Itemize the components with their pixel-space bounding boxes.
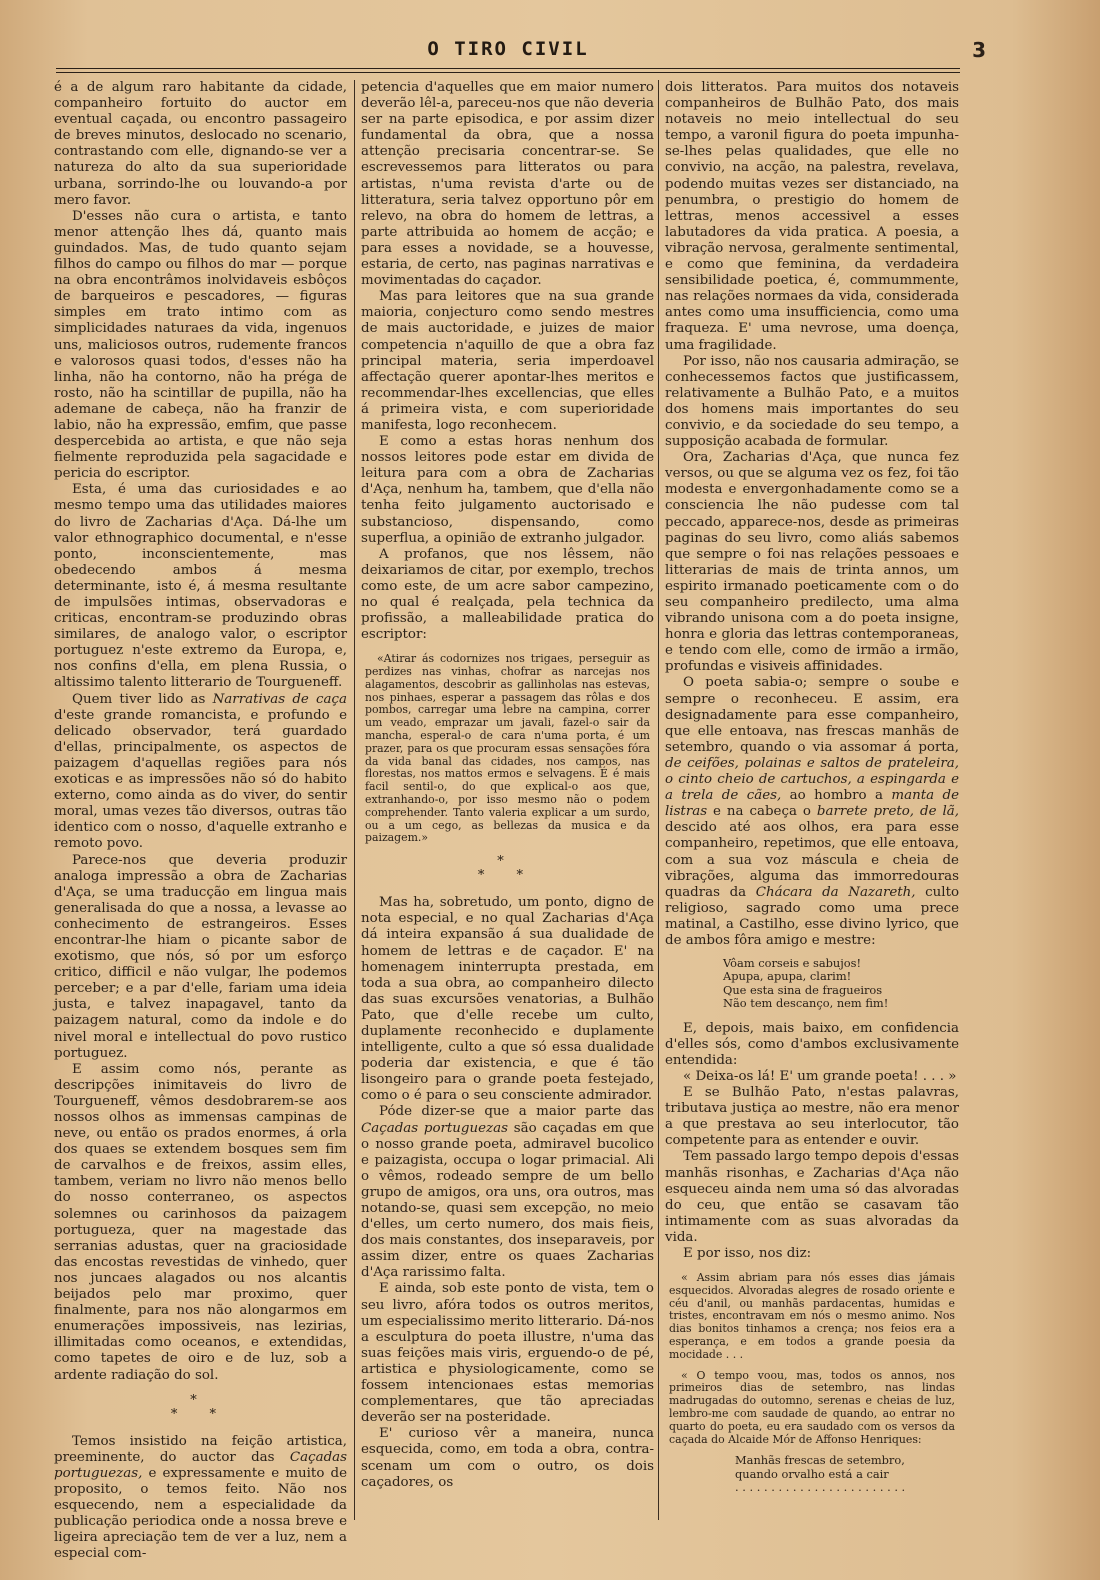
paragraph: Mas ha, sobretudo, um ponto, digno de nota especial, e no qual Zacharias d'Aça dá inteira expansão á sua dualidade de homem de lettras e de caçador. E' na homenagem ininterrupta prestada, em toda a sua obra, ao companheiro dilecto das suas excursões venatorias, a Bulhão Pato, que d'elle recebe um culto, duplamente reconhecido e duplamente intelligente, culto a que só essa dualidade poderia dar existencia, e que é tão lisongeiro para o grande poeta festejado, como o é para o seu consciente admirador. [361,895,654,1104]
column-2 [361,80,654,1520]
paragraph: E assim como nós, perante as descripções inimitaveis do livro de Tourgueneff, vêmos desdobrarem-se aos nossos olhos as immensas campinas de neve, ou então os prados enormes, á orla dos quaes se extendem bosques sem fim de carvalhos e de freixos, assim elles, tambem, veriam no livro não menos bello do nosso conterraneo, os aspectos solemnes ou carinhosos da paizagem portugueza, quer na magestade das serranias adustas, quer na graciosidade das encostas revestidas de vinhedo, quer nos juncaes alagados ou nos alcantis beijados pelo mar proximo, quer finalmente, para nos não alongarmos em enumerações impossiveis, nas lezirias, illimitadas como oceanos, e extendidas, como tapetes de oiro e de luz, sob a ardente radiação do sol. [54,1061,347,1383]
page-header [56,30,986,78]
paragraph: Mas para leitores que na sua grande maioria, conjecturo como sendo mestres de mais auctoridade, e juizes de maior competencia n'aquillo de que a obra faz principal materia, seria imperdoavel affectação querer apontar-lhes meritos e recommendar-lhes excellencias, que elles á primeira vista, e com superioridade manifesta, logo reconhecem. [361,289,654,433]
asterisks: * * [477,868,538,884]
paragraph: Esta, é uma das curiosidades e ao mesmo tempo uma das utilidades maiores do livro de Zacharias d'Aça. Dá-lhe um valor ethnographico documental, e n'esse ponto, inconscientemente, mas obedecendo ambos á mesma determinante, isto é, á mesma resultante de impulsões intimas, observadoras e criticas, encontram-se produzindo obras similares, de analogo valor, o escriptor portuguez n'este extremo da Europa, e, nos confins d'ella, em plena Russia, o altissimo talento litterario de Tourgueneff. [54,482,347,691]
paragraph: Tem passado largo tempo depois d'essas manhãs risonhas, e Zacharias d'Aça não esqueceu ainda nem uma só das alvoradas do ceu, que então se casavam tão intimamente com as suas alvoradas da vida. [665,1149,959,1245]
article-body [54,80,960,1562]
verse-stanza [735,1454,959,1494]
paragraph: E ainda, sob este ponto de vista, tem o seu livro, afóra todos os outros meritos, um especialissimo merito litterario. Dá-nos a esculptura do poeta illustre, n'uma das suas feições mais viris, erguendo-o de pé, artistica e physiologicamente, como se fossem intencionaes estas memorias complementares, que tão apreciadas deverão ser na posteridade. [361,1281,654,1426]
verse-stanza [723,957,959,1011]
text-run: e na cabeça o [707,804,817,820]
paragraph: dois litteratos. Para muitos dos notaveis companheiros de Bulhão Pato, dos mais notaveis no meio intellectual do seu tempo, a varonil figura do poeta impunha-se-lhes pelas qualidades, que elle no convivio, na acção, na palestra, revelava, podendo muitas vezes ser distanciado, na penumbra, o prestigio do homem de lettras, menos accessivel a esses labutadores da vida pratica. A poesia, a vibração nervosa, geralmente sentimental, e como que feminina, da verdadeira sensibilidade poetica, é, commummente, nas relações normaes da vida, considerada antes como uma insufficiencia, como uma fraqueza. E' uma nevrose, uma doença, uma fragilidade. [665,80,959,353]
asterisks: * * [170,1406,231,1422]
paragraph: D'esses não cura o artista, e tanto menor attenção lhes dá, quanto mais guindados. Mas, de tudo quanto sejam filhos do campo ou filhos do mar — porque na obra encontrâmos inolvidaveis esbôços de barqueiros e pescadores, — figuras simples em trato intimo com as simplicidades naturaes da vida, ingenuos uns, maliciosos outros, rudemente francos e valorosos quasi todos, d'esses não ha linha, não ha contorno, não ha préga de rosto, não ha scintillar de pupilla, não ha ademane de cabeça, não ha franzir de labio, não ha expressão, emfim, que passe despercebida ao artista, e que não seja fielmente reproduzida pela sagacidade e pericia do escriptor. [54,208,347,482]
text-run: Póde dizer-se que a maior parte das [379,1104,654,1120]
paragraph: é a de algum raro habitante da cidade, companheiro fortuito do auctor em eventual caçada, ou encontro passageiro de breves minutos, deslocado no scenario, contrastando com elle, dignando-se ver a natureza do alto da sua superioridade urbana, sorrindo-lhe ou louvando-a por mero favor. [54,80,347,208]
book-title: Caçadas portuguezas [361,1120,508,1136]
italic-phrase: de ceifões, polainas e saltos de prateleira, o cinto cheio de cartuchos, a espingarda e a trela de cães, [665,755,959,804]
column-3 [665,80,959,1520]
verse-ellipsis: . . . . . . . . . . . . . . . . . . . . . . . . [735,1480,906,1495]
paragraph: Ora, Zacharias d'Aça, que nunca fez versos, ou que se alguma vez os fez, foi tão modesta e envergonhadamente como se a consciencia lhe não pudesse com tal peccado, apparece-nos, desde as primeiras paginas do seu livro, como aliás sabemos que sempre o foi nas relações pessoaes e litterarias de mais de trinta annos, um espirito irmanado poeticamente com o do seu companheiro predilecto, uma alma vibrando unisona com a do poeta insigne, honra e gloria das lettras contemporaneas, e tendo com elle, como de irmão a irmão, profundas e visiveis affinidades. [665,450,959,675]
verse-line: Manhãs frescas de setembro, [735,1453,905,1468]
column-1 [54,80,348,1562]
text-run: e expressamente e muito de proposito, o temos feito. Não nos esquecendo, nem a especialidade da publicação periodica onde a nossa breve e ligeira apreciação tem de ver a luz, nem a especial com- [54,1465,347,1562]
verse-line: Vôam corseis e sabujos! [723,956,862,971]
paragraph: E como a estas horas nenhum dos nossos leitores pode estar em divida de leitura para com a obra de Zacharias d'Aça, nenhum ha, tambem, que d'ella não tenha feito julgamento auctorisado e substancioso, dispensando, como superflua, a opinião de extranho julgador. [361,434,654,546]
header-rule [56,68,960,69]
paragraph: E' curioso vêr a maneira, nunca esquecida, como, em toda a obra, contra-scenam um com o outro, os dois caçadores, os [361,1426,654,1490]
verse-line: Não tem descanço, nem fim! [723,996,889,1011]
verse-line: Apupa, apupa, clarim! [723,969,852,984]
header-rule-thin [56,72,960,73]
poem-title: Chácara da Nazareth, [755,884,916,900]
text-run: d'este grande romancista, e profundo e delicado observador, terá guardado d'ellas, principalmente, os aspectos de paizagem d'aquellas regiões para nós exoticas e as impressões não só do habito externo, como ainda as do viver, do sentir moral, umas vezes tão diversos, outras tão identico com o nosso, d'aquelle extranho e remoto povo. [54,707,347,852]
paragraph: E, depois, mais baixo, em confidencia d'elles sós, como d'ambos exclusivamente entendida: [665,1020,959,1068]
paragraph: Por isso, não nos causaria admiração, se conhecessemos factos que justificassem, relativamente a Bulhão Pato, e a muitos dos homens mais importantes do seu convivio, e da sociedade do seu tempo, a supposição acabada de formular. [665,353,959,450]
italic-phrase: barrete preto, de lã, [816,804,959,820]
page-number: 3 [972,38,986,62]
text-run: culto religioso, sagrado como uma prece matinal, a Castilho, esse divino lyrico, que de ambos fôra amigo e mestre: [665,884,960,948]
text-run: Temos insistido na feição artistica, preeminente, do auctor das [54,1433,347,1465]
column-divider [354,80,355,1520]
paragraph: « Deixa-os lá! E' um grande poeta! . . . » [683,1068,957,1084]
running-title: O TIRO CIVIL [427,38,589,60]
paragraph [54,692,347,853]
verse-line: Que esta sina de fragueiros [723,982,883,997]
paragraph: A profanos, que nos lêssem, não deixariamos de citar, por exemplo, trechos como este, de um acre sabor campezino, no qual é realçada, pela technica da profissão, a malleabilidade pratica do escriptor: [361,546,654,643]
text-run: Quem tiver lido as [72,691,213,707]
asterisk: * [497,854,518,870]
text-run: O poeta sabia-o; sempre o soube e sempre o reconheceu. E assim, era designadamente para esse companheiro, que elle entoava, nas frescas manhãs de setembro, quando o via assomar á porta, [665,675,959,755]
paragraph [361,1104,654,1281]
block-quote: «Atirar ás codornizes nos trigaes, perseguir as perdizes nas vinhas, chofrar as narcejas nos alagamentos, descobrir as gallinholas nas estevas, nos pinhaes, esperar a passagem das rôlas e dos pombos, carregar uma lebre na campina, correr um veado, emprazar um javali, fazel-o sair da mancha, esperal-o de cara n'uma porta, é um prazer, para os que procuram essas sensações fóra da vida banal das cidades, nos campos, nas florestas, nos mattos ermos e selvagens. É é mais facil sentil-o, do que explical-o aos que, extranhando-o, por isso mesmo não o podem comprehender. Tanto valeria explicar a um surdo, ou a um cego, as bellezas da musica e da paizagem.» [365,652,650,845]
block-quote: « O tempo voou, mas, todos os annos, nos primeiros dias de setembro, nas lindas madrugadas do outomno, serenas e cheias de luz, lembro-me com saudade de quando, ao entrar no quarto do poeta, eu era saudado com os versos da caçada do Alcaide Mór de Affonso Henriques: [669,1368,955,1446]
paragraph [54,1434,347,1563]
book-title: Caçadas portuguezas, [54,1449,347,1481]
book-title: Narrativas de caça [212,691,348,707]
asterisk: * [190,1392,211,1408]
paragraph: E por isso, nos diz: [683,1246,812,1261]
paragraph: Parece-nos que deveria produzir analoga impressão a obra de Zacharias d'Aça, se uma traducção em lingua mais generalisada do que a nossa, a levasse ao conhecimento de estrangeiros. Esses encontrar-lhe hiam o picante sabor de exotismo, que nós, só por um esforço critico, difficil e não vulgar, lhe podemos perceber; e a par d'elle, fariam uma ideia justa, e talvez inapagavel, tanto da paizagem natural, como da indole e do nivel moral e intellectual do povo rustico portuguez. [54,852,347,1061]
text-run: são caçadas em que o nosso grande poeta, admiravel bucolico e paizagista, occupa o logar primacial. Ali o vêmos, rodeado sempre de um bello grupo de amigos, ora uns, ora outros, mas notando-se, quasi sem excepção, no meio d'elles, um certo numero, dos mais fieis, dos mais constantes, dos inseparaveis, por assim dizer, entre os quaes Zacharias d'Aça rarissimo falta. [361,1120,654,1281]
text-run: descido até aos olhos, era para esse companheiro, repetimos, que elle entoava, com a sua voz máscula e cheia de vibrações, alguma das immorredouras quadras da [665,820,959,900]
section-separator [361,855,654,883]
block-quote: « Assim abriam para nós esses dias jámais esquecidos. Alvoradas alegres de rosado oriente e céu d'anil, ou manhãs pardacentas, humidas e tristes, encontravam em nós o mesmo animo. Nos dias bonitos tinhamos a crença; nos feios era a esperança, e em todos a grande poesia da mocidade . . . [669,1271,955,1361]
verse-line: quando orvalho está a cair [735,1466,889,1481]
paragraph [665,675,959,949]
paragraph: E se Bulhão Pato, n'estas palavras, tributava justiça ao mestre, não era menor a que prestava ao seu interlocutor, tão competente para as entender e ouvir. [665,1085,959,1149]
italic-phrase: manta de listras [665,788,959,820]
section-separator [54,1394,347,1422]
text-run: ao hombro a [781,788,892,804]
paragraph: petencia d'aquelles que em maior numero deverão lêl-a, pareceu-nos que não deveria ser na parte episodica, e por assim dizer fundamental da obra, que a nossa attenção precisaria concentrar-se. Se escrevessemos para litteratos ou para artistas, n'uma revista d'arte ou de litteratura, seria talvez opportuno pôr em relevo, na obra do homem de lettras, a parte attribuida ao homem de acção; e para esses a novidade, se a houvesse, estaria, de certo, nas paginas narrativas e movimentadas do caçador. [361,80,654,289]
column-divider [658,80,659,1520]
